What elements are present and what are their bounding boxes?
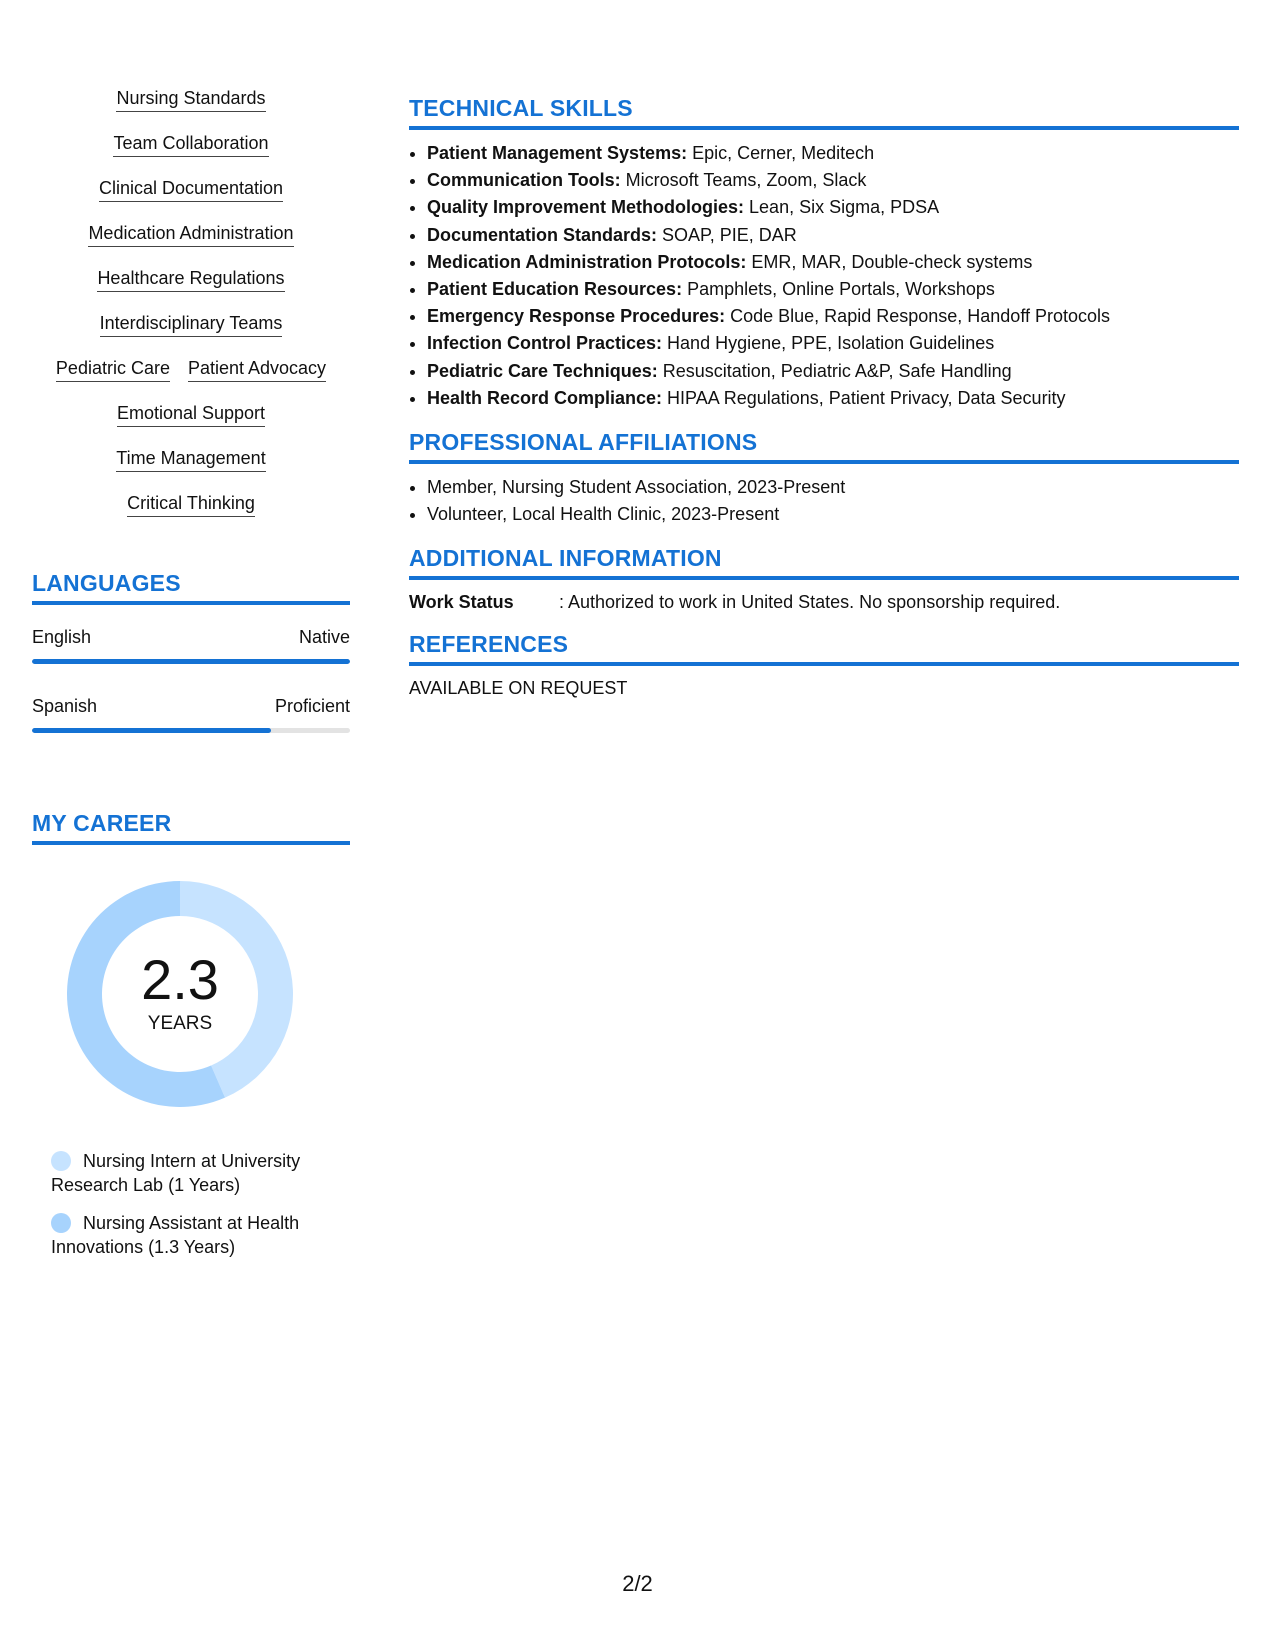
skill-tag-row: [32, 221, 350, 247]
technical-skill-item: [427, 140, 1239, 167]
affiliations-title: PROFESSIONAL AFFILIATIONS: [409, 428, 1239, 464]
technical-skill-category: Communication Tools:: [427, 170, 621, 191]
skill-tag-row: [32, 491, 350, 517]
affiliation-item: • Member, Nursing Student Association, 2023-Present: [427, 474, 1239, 501]
skill-tag-row: [32, 401, 350, 427]
technical-skill-category: Pediatric Care Techniques:: [427, 360, 658, 381]
career-legend-item: [51, 1211, 341, 1259]
skill-tag-row: [32, 131, 350, 157]
technical-skill-item: [427, 385, 1239, 412]
skill-tag-row: [32, 356, 350, 382]
technical-skills-title: TECHNICAL SKILLS: [409, 94, 1239, 130]
skill-tag-row: [32, 86, 350, 112]
references-title: REFERENCES: [409, 630, 1239, 666]
technical-skill-category: Infection Control Practices:: [427, 333, 663, 354]
references-text: AVAILABLE ON REQUEST: [409, 678, 628, 699]
technical-skill-item: [427, 167, 1239, 194]
technical-skill-item: [427, 330, 1239, 357]
technical-skill-tools: Hand Hygiene, PPE, Isolation Guidelines: [662, 333, 995, 354]
language-name: Spanish: [32, 696, 98, 716]
legend-color-dot: [51, 1213, 71, 1233]
additional-info-title: ADDITIONAL INFORMATION: [409, 544, 1239, 580]
technical-skill-category: Emergency Response Procedures:: [427, 306, 726, 327]
technical-skill-tools: Resuscitation, Pediatric A&P, Safe Handling: [657, 360, 1012, 381]
technical-skill-category: Patient Management Systems:: [427, 143, 688, 163]
career-total-years: 2.3: [141, 948, 219, 1011]
career-section: [32, 809, 350, 1257]
language-proficiency-fill: [32, 728, 271, 733]
career-donut-center: [67, 881, 293, 1107]
skill-tag: Healthcare Regulations: [97, 266, 284, 292]
skill-tag: Medication Administration: [88, 221, 293, 247]
language-proficiency-bar: [32, 659, 350, 664]
affiliations-list: [409, 474, 1239, 528]
skill-tag: Pediatric Care: [56, 356, 170, 382]
languages-title: LANGUAGES: [32, 569, 350, 605]
affiliation-item: • Volunteer, Local Health Clinic, 2023-Present: [427, 501, 1239, 528]
career-title: MY CAREER: [32, 809, 350, 845]
technical-skill-item: [427, 222, 1239, 249]
skill-tag-row: [32, 311, 350, 337]
skill-tag: Team Collaboration: [113, 131, 268, 157]
technical-skill-tools: EMR, MAR, Double-check systems: [746, 251, 1033, 272]
technical-skill-category: Documentation Standards:: [427, 224, 658, 245]
skill-tag: Patient Advocacy: [188, 356, 326, 382]
language-item: [32, 625, 350, 664]
languages-section: [32, 569, 350, 733]
language-proficiency-bar: [32, 728, 350, 733]
references-section: [409, 630, 1239, 700]
technical-skills-list: [409, 140, 1239, 412]
skill-tag: Emotional Support: [117, 401, 265, 427]
page-number: 2/2: [622, 1571, 653, 1596]
technical-skill-item: [427, 249, 1239, 276]
career-total-unit: YEARS: [147, 1013, 213, 1034]
additional-info-section: [409, 544, 1239, 614]
language-proficiency-fill: [32, 659, 350, 664]
career-legend: [51, 1149, 341, 1273]
affiliations-section: [409, 428, 1239, 528]
technical-skill-tools: Code Blue, Rapid Response, Handoff Protocols: [725, 306, 1111, 327]
technical-skill-item: [427, 276, 1239, 303]
technical-skill-category: Health Record Compliance:: [427, 387, 663, 408]
technical-skill-tools: Epic, Cerner, Meditech: [687, 143, 875, 163]
skill-tag: Nursing Standards: [116, 86, 265, 112]
technical-skill-tools: HIPAA Regulations, Patient Privacy, Data Security: [662, 387, 1066, 408]
skill-tag-row: [32, 446, 350, 472]
legend-label: Nursing Intern at University Research Lab (1 Years): [51, 1151, 301, 1195]
main-column: [409, 94, 1239, 716]
technical-skill-category: Medication Administration Protocols:: [427, 251, 747, 272]
career-donut-chart: [67, 881, 293, 1107]
technical-skill-tools: Lean, Six Sigma, PDSA: [744, 197, 940, 218]
technical-skills-section: [409, 94, 1239, 412]
language-level: Proficient: [274, 696, 350, 716]
technical-skill-item: [427, 358, 1239, 385]
technical-skill-category: Quality Improvement Methodologies:: [427, 197, 745, 218]
technical-skill-category: Patient Education Resources:: [427, 279, 683, 300]
work-status-label: Work Status: [409, 592, 514, 613]
technical-skill-tools: Pamphlets, Online Portals, Workshops: [682, 279, 995, 300]
skill-tag-row: [32, 266, 350, 292]
skill-tag: Interdisciplinary Teams: [100, 311, 283, 337]
language-list: [32, 625, 350, 733]
work-status-row: [409, 590, 1239, 614]
work-status-value: : Authorized to work in United States. No sponsorship required.: [559, 592, 1061, 613]
skills-tag-list: [32, 86, 350, 536]
language-level: Native: [298, 627, 350, 647]
technical-skill-item: [427, 303, 1239, 330]
skill-tag: Time Management: [116, 446, 265, 472]
skill-tag-row: [32, 176, 350, 202]
technical-skill-tools: Microsoft Teams, Zoom, Slack: [620, 170, 867, 191]
technical-skill-item: [427, 194, 1239, 221]
legend-label: Nursing Assistant at Health Innovations (1.3 Years): [51, 1213, 300, 1257]
legend-color-dot: [51, 1151, 71, 1171]
skill-tag: Critical Thinking: [127, 491, 255, 517]
career-legend-item: [51, 1149, 341, 1197]
skill-tag: Clinical Documentation: [99, 176, 283, 202]
language-item: [32, 694, 350, 733]
language-name: English: [32, 627, 92, 647]
technical-skill-tools: SOAP, PIE, DAR: [657, 224, 797, 245]
